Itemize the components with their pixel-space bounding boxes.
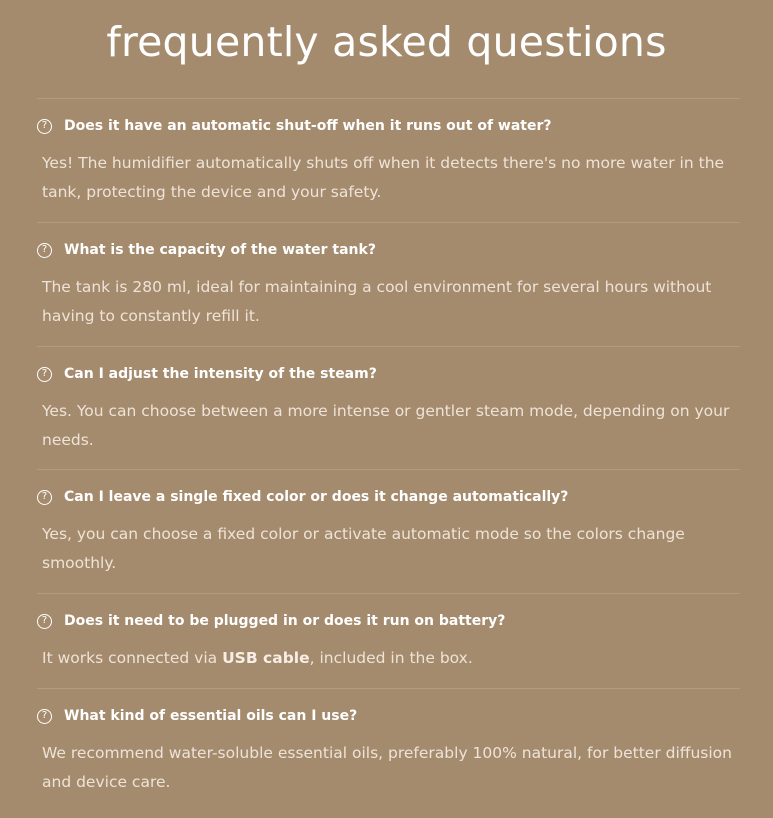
faq-answer: [42, 644, 740, 673]
faq-item: [37, 593, 740, 689]
faq-answer-text: , included in the box.: [309, 649, 473, 667]
faq-question-row[interactable]: [37, 363, 377, 385]
faq-answer: Yes. You can choose between a more intense or gentler steam mode, depending on your needs.: [42, 402, 730, 449]
faq-question-row[interactable]: [37, 705, 357, 727]
faq-item: [37, 222, 740, 347]
faq-answer: Yes! The humidifier automatically shuts off when it detects there's no more water in the tank, protecting the device and your safety.: [42, 154, 725, 201]
faq-question-row[interactable]: [37, 610, 505, 632]
faq-question-row[interactable]: [37, 486, 568, 508]
faq-question-row[interactable]: [37, 239, 376, 261]
page-title: frequently asked questions: [106, 18, 667, 66]
faq-item: [37, 688, 740, 813]
faq-item: [37, 98, 740, 223]
faq-answer-text: It works connected via: [42, 649, 223, 667]
question-circle-icon: ?: [37, 119, 52, 134]
faq-answer: We recommend water-soluble essential oils, preferably 100% natural, for better diffusion and device care.: [42, 744, 732, 791]
faq-question: Can I leave a single fixed color or does it change automatically?: [64, 489, 569, 505]
faq-question: Does it need to be plugged in or does it run on battery?: [64, 613, 506, 629]
faq-answer-emphasis: USB cable: [222, 649, 310, 667]
faq-question-row[interactable]: [37, 115, 552, 137]
faq-question: What kind of essential oils can I use?: [64, 708, 358, 724]
question-circle-icon: ?: [37, 709, 52, 724]
question-circle-icon: ?: [37, 243, 52, 258]
faq-question: Can I adjust the intensity of the steam?: [64, 366, 377, 382]
faq-question: Does it have an automatic shut-off when it runs out of water?: [64, 118, 552, 134]
faq-answer: The tank is 280 ml, ideal for maintaining a cool environment for several hours without having to constantly refill it.: [42, 278, 712, 325]
question-circle-icon: ?: [37, 490, 52, 505]
faq-item: [37, 469, 740, 594]
faq-item: [37, 346, 740, 470]
faq-answer: Yes, you can choose a fixed color or activate automatic mode so the colors change smoothly.: [42, 525, 685, 572]
faq-question: What is the capacity of the water tank?: [64, 242, 376, 258]
question-circle-icon: ?: [37, 367, 52, 382]
question-circle-icon: ?: [37, 614, 52, 629]
